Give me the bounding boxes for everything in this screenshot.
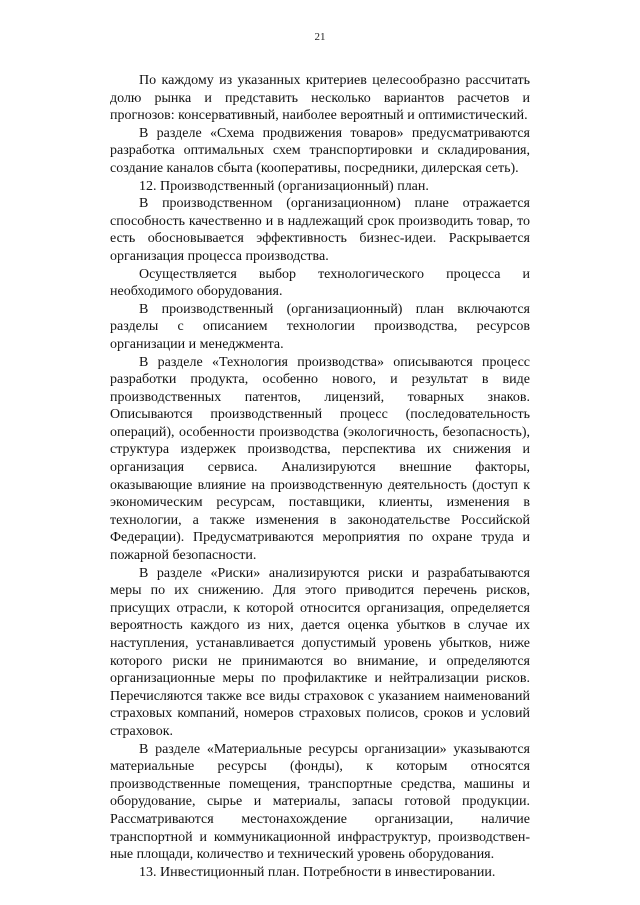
paragraph-product-promotion: В разделе «Схема продвижения товаров» предусматриваются разработка оптимальных схем транспортировки и складирования, создание каналов сбыта (кооперативы, посредники, дилерская сеть). xyxy=(110,125,530,176)
document-body xyxy=(110,72,530,881)
heading-investment-plan: 13. Инвестиционный план. Потребности в инвестировании. xyxy=(139,864,496,880)
page-number: 21 xyxy=(314,31,326,43)
paragraph-material-resources: В разделе «Материальные ресурсы организации» указываются материальные ресурсы (фонды), к которым относятся производственные помещения, транспортные средства, машины и оборудование, сырье и материалы, запасы готовой продукции. Рассматриваются местонахождение организации, наличие транспортной и коммуникационной инфраструктур, производственные площади, количество и технический уровень оборудования. xyxy=(110,741,530,863)
paragraph-production-plan-description: В производственном (организационном) плане отражается способность качественно и в надлежащий срок производить товар, то есть обосновывается эффективность бизнес-идеи. Раскрывается организация процесса производства. xyxy=(110,196,530,264)
paragraph-technology-choice: Осуществляется выбор технологического процесса и необходимого оборудования. xyxy=(110,266,530,300)
paragraph-risks: В разделе «Риски» анализируются риски и разрабатываются меры по их снижению. Для этого приводится перечень рисков, присущих отрасли, к которой относится организация, определяется вероятность каждого из них, дается оценка убытков в случае их наступления, устанавливается допустимый уровень убытков, ниже которого риски не принимаются во внимание, и определяются организационные меры по профилактике и нейтрализации рисков. Перечисляются также все виды страховок с указанием наименований страховых компаний, номеров страховых полисов, сроков и условий страховок. xyxy=(110,565,530,739)
paragraph-production-technology: В разделе «Технология производства» описываются процесс разработки продукта, особенно нового, и результат в виде производственных патентов, лицензий, товарных знаков. Описываются производственный процесс (последовательность операций), особенности производства (экологичность, безопасность), структура издержек производства, перспектива их снижения и организация сервиса. Анализируются внешние факторы, оказывающие влияние на производственную деятельность (доступ к экономическим ресурсам, поставщики, клиенты, изменения в технологии, а также изменения в законодательстве Российской Федерации). Предусматриваются мероприятия по охране труда и пожарной безопасности. xyxy=(110,354,530,564)
paragraph-plan-sections: В производственный (организационный) план включаются разделы с описанием технологии производства, ресурсов организации и менеджмента. xyxy=(110,301,530,352)
paragraph-market-share: По каждому из указанных критериев целесообразно рассчитать долю рынка и представить несколько вариантов расчетов и прогнозов: консервативный, наиболее вероятный и оптимистический. xyxy=(110,73,530,124)
heading-production-plan: 12. Производственный (организационный) план. xyxy=(139,178,429,194)
